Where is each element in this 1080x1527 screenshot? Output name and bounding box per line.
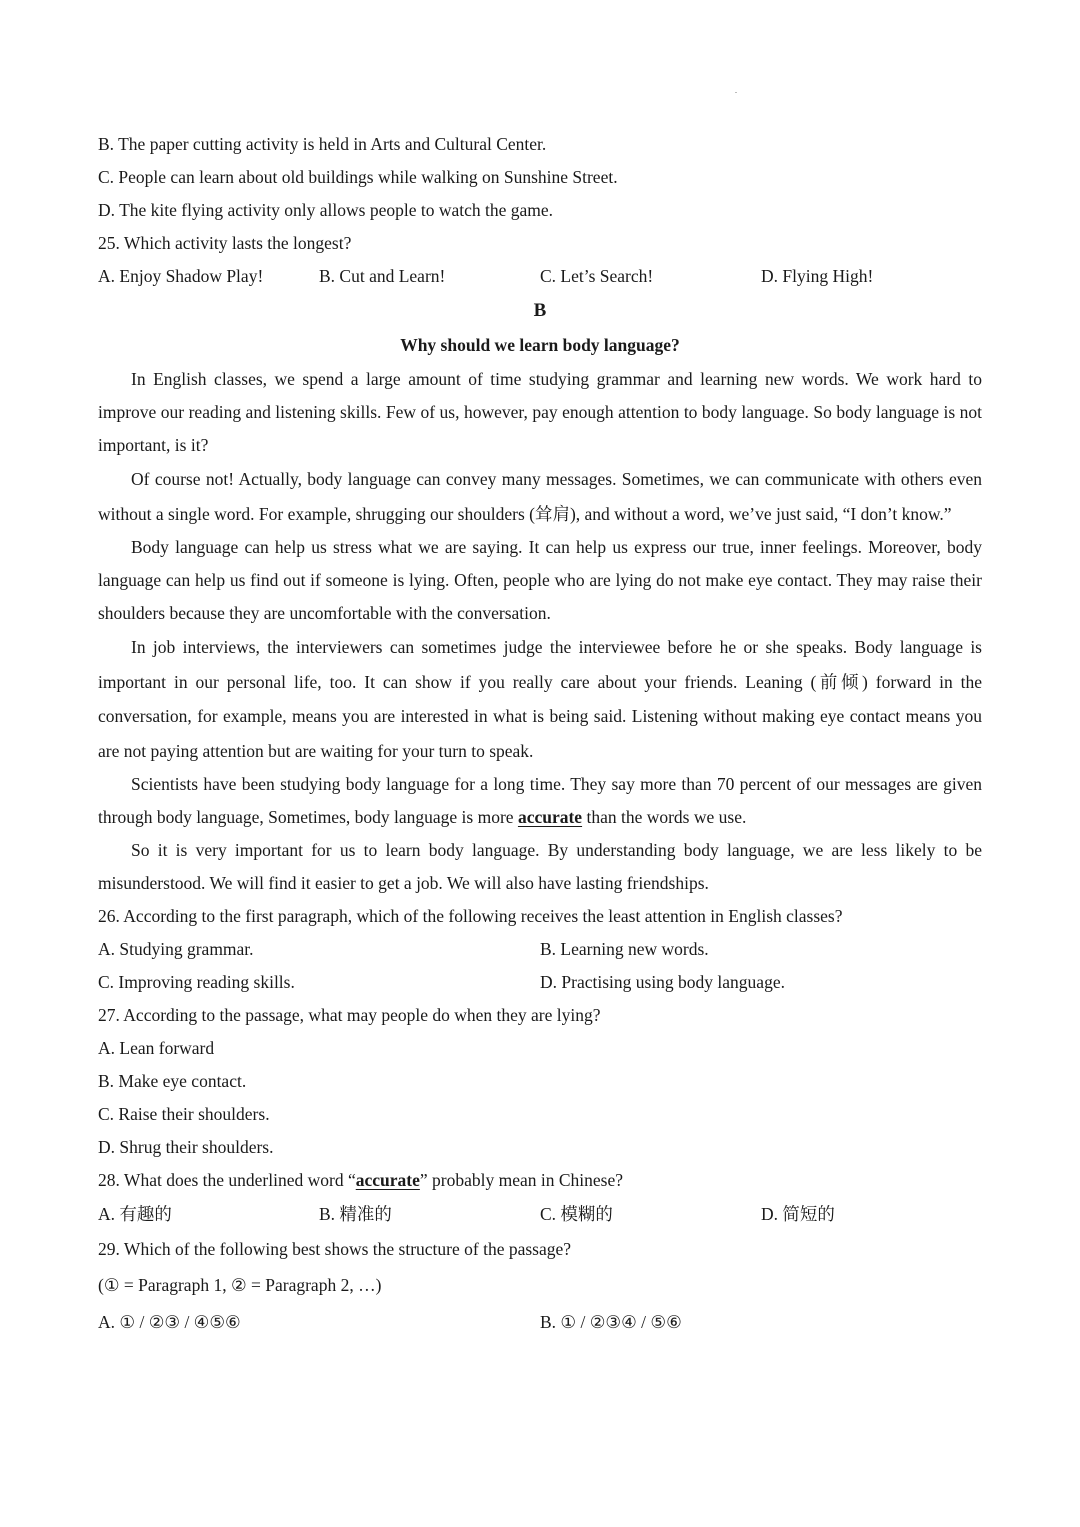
q27-option-b: B. Make eye contact. (98, 1071, 247, 1091)
q24-option-d: D. The kite flying activity only allows people to watch the game. (98, 200, 554, 220)
q25-option-d: D. Flying High! (761, 266, 874, 286)
q28-question (98, 1164, 982, 1197)
passage-paragraph-2: Of course not! Actually, body language can convey many messages. Sometimes, we can communicate with others even without a single word. For example, shrugging our shoulders (耸肩), and without a word, we’ve just said, “I don’t know.” (98, 469, 982, 524)
scan-speck (735, 92, 737, 93)
q29-option-a: A. ① / ②③ / ④⑤⑥ (98, 1312, 241, 1332)
passage-title: Why should we learn body language? (400, 335, 680, 355)
q28-options (98, 1197, 982, 1232)
q26-option-c: C. Improving reading skills. (98, 972, 295, 992)
q25-option-c: C. Let’s Search! (540, 266, 654, 286)
underlined-word-accurate: accurate (517, 807, 583, 827)
passage-paragraph-3: Body language can help us stress what we are saying. It can help us express our true, inner feelings. Moreover, body language can help us find out if someone is lying. Often, people who are lying do not make eye contact. They may raise their shoulders because they are uncomfortable with the conversation. (98, 537, 982, 623)
q29-question: 29. Which of the following best shows the structure of the passage? (98, 1239, 572, 1259)
q26-options-row-1 (98, 933, 982, 966)
passage-paragraph-1: In English classes, we spend a large amount of time studying grammar and learning new words. We work hard to improve our reading and listening skills. Few of us, however, pay enough attention to body language. So body language is not important, is it? (98, 369, 982, 455)
paragraph-5-text-after: than the words we use. (582, 807, 747, 827)
q28-option-b: B. 精准的 (319, 1204, 392, 1224)
q28-question-after: ” probably mean in Chinese? (419, 1170, 624, 1190)
q28-option-d: D. 简短的 (761, 1204, 835, 1224)
q28-option-a: A. 有趣的 (98, 1204, 172, 1224)
section-letter: B (533, 300, 547, 321)
q25-options (98, 260, 982, 293)
q24-option-b: B. The paper cutting activity is held in Arts and Cultural Center. (98, 134, 547, 154)
passage-paragraph-6: So it is very important for us to learn body language. By understanding body language, we are less likely to be misunderstood. We will find it easier to get a job. We will also have lasting friendships. (98, 840, 982, 893)
q25-option-b: B. Cut and Learn! (319, 266, 446, 286)
q26-options-row-2 (98, 966, 982, 999)
q27-option-d: D. Shrug their shoulders. (98, 1137, 274, 1157)
q27-question: 27. According to the passage, what may people do when they are lying? (98, 1005, 601, 1025)
q28-option-c: C. 模糊的 (540, 1204, 613, 1224)
q29-note: (① = Paragraph 1, ② = Paragraph 2, …) (98, 1275, 382, 1295)
q29-options (98, 1304, 982, 1341)
q26-option-d: D. Practising using body language. (540, 972, 785, 992)
q26-option-b: B. Learning new words. (540, 939, 709, 959)
q26-option-a: A. Studying grammar. (98, 939, 254, 959)
passage-paragraph-4: In job interviews, the interviewers can sometimes judge the interviewee before he or she speaks. Body language is important in our personal life, too. It can show if you really care about your friends. Leaning (前倾) forward in the conversation, for example, means you are interested in what is being said. Listening without making eye contact means you are not paying attention but are waiting for your turn to speak. (98, 637, 982, 761)
q28-question-before: 28. What does the underlined word “ (98, 1170, 356, 1190)
q27-option-a: A. Lean forward (98, 1038, 215, 1058)
q26-question: 26. According to the first paragraph, which of the following receives the least attention in English classes? (98, 906, 843, 926)
q25-option-a: A. Enjoy Shadow Play! (98, 266, 264, 286)
q28-underlined-word: accurate (355, 1170, 420, 1190)
q25-question: 25. Which activity lasts the longest? (98, 233, 352, 253)
q27-option-c: C. Raise their shoulders. (98, 1104, 270, 1124)
q24-option-c: C. People can learn about old buildings while walking on Sunshine Street. (98, 167, 618, 187)
paragraph-5-text-before: Scientists have been studying body language for a long time. They say more than 70 percent of our messages are given through body language, Sometimes, body language is more (98, 774, 982, 827)
exam-page (98, 128, 982, 1341)
passage-paragraph-5 (98, 768, 982, 834)
q29-option-b: B. ① / ②③④ / ⑤⑥ (540, 1312, 682, 1332)
